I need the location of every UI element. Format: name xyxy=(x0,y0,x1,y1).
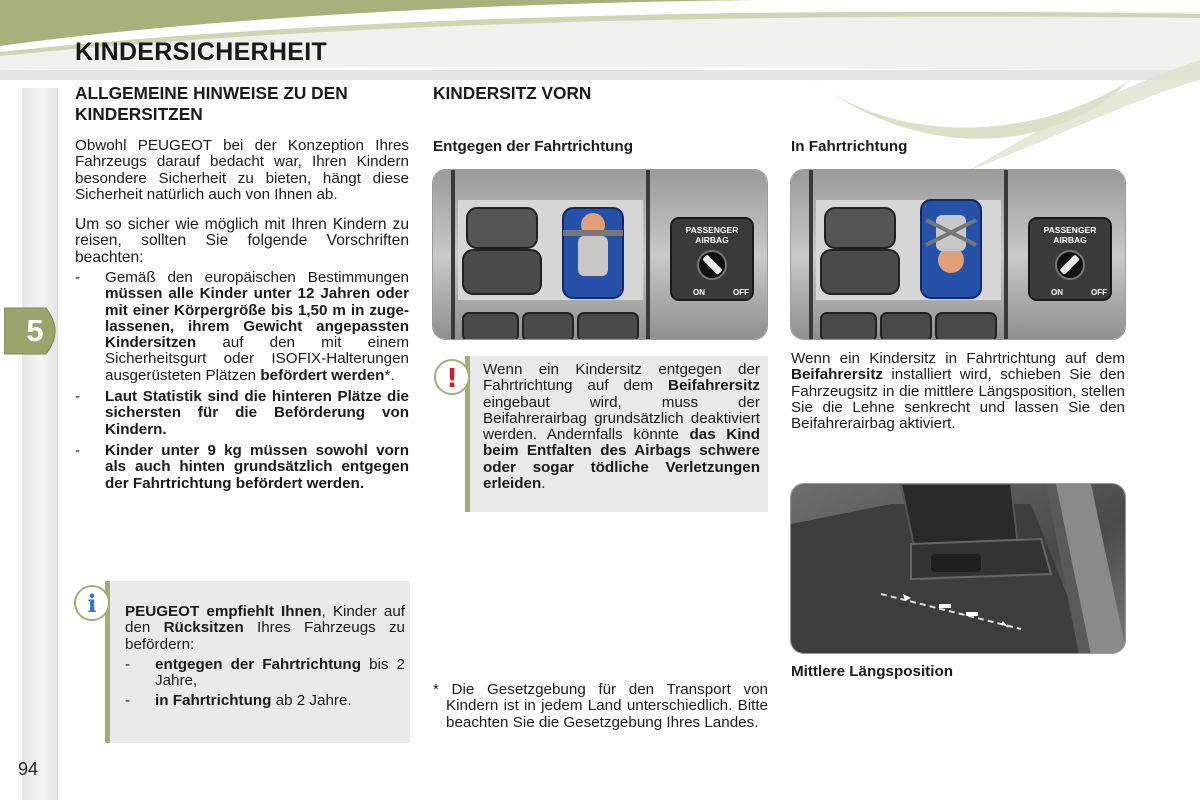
bullet-dash: - xyxy=(75,388,81,406)
photo-caption: Mittlere Längsposition xyxy=(791,663,954,680)
bullet-dash: - xyxy=(125,692,131,710)
subheading-rear-facing: Entgegen der Fahrtrichtung xyxy=(433,138,633,155)
footnote: * Die Gesetzgebung für den Transport von Kindern ist in jedem Land unterschiedlich. Bitte beachten Sie die Gesetzgebung Ihres Landes. xyxy=(433,681,768,731)
info-note-span: , Kinder auf den xyxy=(125,603,405,637)
chapter-number: 5 xyxy=(26,313,44,348)
list-item-bold: befördert werden xyxy=(260,366,385,384)
warning-text: Wenn ein Kindersitz entgegen der Fahrtrichtung auf dem xyxy=(483,361,760,395)
subheading-forward-facing: In Fahrtrichtung xyxy=(791,138,908,155)
info-note-bold: PEUGEOT empfiehlt Ihnen xyxy=(125,603,322,620)
paragraph-bold: Beifahrersitz xyxy=(791,366,884,384)
info-item-text: bis 2 Jahre, xyxy=(155,655,405,690)
warning-note-text xyxy=(483,362,760,492)
airbag-label-top: PASSENGER AIRBAG xyxy=(685,225,739,245)
seat-position-photo xyxy=(790,483,1126,654)
airbag-label-top-2: PASSENGER AIRBAG xyxy=(1043,225,1097,245)
info-icon xyxy=(73,584,111,622)
side-margin-bar xyxy=(22,88,58,800)
forward-facing-paragraph xyxy=(791,351,1125,432)
airbag-label-on: ON xyxy=(693,288,705,297)
warning-text: eingebaut wird, muss der Beifahrerairbag grundsätzlich deaktiviert werden. Andernfalls könnte xyxy=(483,393,760,444)
page-title: KINDERSICHERHEIT xyxy=(75,38,328,66)
list-item xyxy=(75,389,409,438)
bullet-dash: - xyxy=(75,269,81,286)
list-item-bold: Kinder unter 9 kg müssen sowohl vorn als auch hinten grundsätzlich entgegen der Fahrtrichtung befördert werden. xyxy=(105,441,409,492)
info-item-bold: entgegen der Fahrtrichtung xyxy=(155,655,361,673)
airbag-label-on-2: ON xyxy=(1051,288,1063,297)
info-note-span: Ihres Fahrzeugs zu befördern: xyxy=(125,619,406,653)
section-heading-general: ALLGEMEINE HINWEISE ZU DEN KINDERSITZEN xyxy=(75,83,348,124)
list-item xyxy=(75,443,409,492)
paragraph-text: installiert wird, schieben Sie den Fahrzeugsitz in die mittlere Längsposition, stellen Sie die Lehne senkrecht und lassen Sie den Beifahrerairbag aktiviert. xyxy=(791,366,1125,433)
list-item-bold: müssen alle Kinder unter 12 Jahren oder mit einer Körpergröße bis 1,50 m in zugelassenen, ihrem Gewicht angepassten Kindersitzen xyxy=(105,285,409,352)
warning-bold: Beifahrersitz xyxy=(667,377,760,395)
rules-list xyxy=(75,270,409,492)
intro-paragraph: Obwohl PEUGEOT bei der Konzeption Ihres Fahrzeugs darauf bedacht war, Ihren Kindern besondere Sicherheit zu bieten, hängt diese Sicherheit natürlich auch von Ihnen ab. xyxy=(75,137,409,203)
info-list-item xyxy=(125,657,405,690)
forward-facing-drawing xyxy=(791,170,1126,340)
bullet-dash: - xyxy=(125,655,131,673)
list-item xyxy=(75,270,409,384)
section-heading-front: KINDERSITZ VORN xyxy=(433,83,592,103)
list-item-bold: Laut Statistik sind die hinteren Plätze die sichersten für die Beförderung von Kindern. xyxy=(105,388,409,438)
info-note xyxy=(105,581,410,743)
info-item-bold: in Fahrtrichtung xyxy=(155,692,272,710)
info-note-bold: Rücksitzen xyxy=(163,619,244,637)
list-item-text: *. xyxy=(384,366,395,384)
warning-bold: das Kind beim Entfalten des Airbags schwere oder sogar tödliche Verletzungen erleiden xyxy=(483,426,760,493)
info-note-body xyxy=(125,604,405,710)
warning-icon xyxy=(433,358,471,396)
warning-icon-glyph: ! xyxy=(446,364,458,394)
rear-facing-drawing xyxy=(433,170,768,340)
page-number: 94 xyxy=(18,759,39,779)
info-note-text xyxy=(125,604,405,653)
lead-paragraph: Um so sicher wie möglich mit Ihren Kindern zu reisen, sollten Sie folgende Vorschriften beachten: xyxy=(75,216,409,266)
paragraph-text: Wenn ein Kindersitz in Fahrtrichtung auf dem xyxy=(791,350,1125,367)
info-list-item xyxy=(125,693,405,709)
bullet-dash: - xyxy=(75,441,81,459)
list-item-text: Gemäß den europäischen Bestimmungen xyxy=(105,269,409,286)
airbag-label-off-2: OFF xyxy=(1091,288,1107,297)
info-icon-glyph: i xyxy=(87,589,97,618)
warning-text: . xyxy=(541,475,546,493)
rear-facing-illustration xyxy=(432,169,768,340)
warning-note xyxy=(465,356,768,512)
forward-facing-illustration xyxy=(790,169,1126,340)
airbag-label-off: OFF xyxy=(733,288,749,297)
seat-position-drawing xyxy=(791,484,1126,654)
leaf-decoration xyxy=(800,60,1200,180)
list-item-text: auf den mit einem Sicherheitsgurt oder ISOFIX-Halterungen ausgerüsteten Plätzen xyxy=(105,334,409,384)
info-item-text: ab 2 Jahre. xyxy=(271,692,352,710)
